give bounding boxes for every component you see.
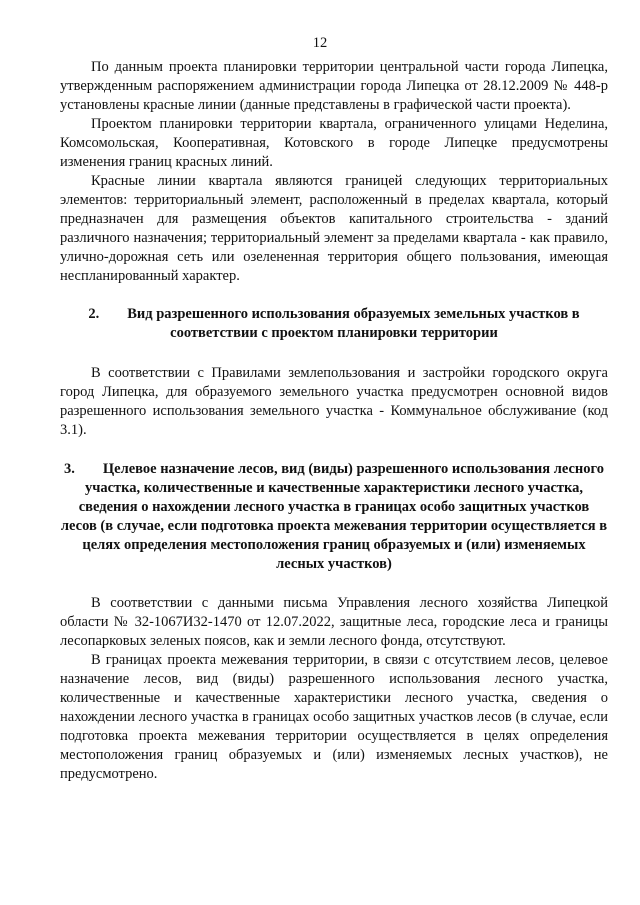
- section3-paragraph-2: В границах проекта межевания территории, в связи с отсутствием лесов, целевое назначение лесов, вид (виды) разрешенного использования лесного участка, количественные и качественные характеристики лесного участка, сведения о нахождении лесного участка в границах особо защитных участков лесов (в случае, если подготовка проекта межевания территории осуществляется в целях определения местоположения границ образуемых и (или) изменяемых лесных участков), не предусмотрено.: [60, 652, 608, 782]
- section3-paragraph-1: В соответствии с данными письма Управления лесного хозяйства Липецкой области № 32-1067И32-1470 от 12.07.2022, защитные леса, городские леса и границы лесопарковых зеленых поясов, как и земли лесного фонда, отсутствуют.: [60, 595, 608, 649]
- section3-title: Целевое назначение лесов, вид (виды) разрешенного использования лесного участка, количественные и качественные характеристики лесного участка, сведения о нахождении лесного участка в границах особо защитных участков лесов (в случае, если подготовка проекта межевания территории осуществляется в целях определения местоположения границ образуемых и (или) изменяемых лесных участков): [60, 461, 608, 572]
- section2-heading: [60, 305, 608, 343]
- page-number: 12: [312, 35, 328, 51]
- section2-paragraph-1: В соответствии с Правилами землепользования и застройки городского округа город Липецка, для образуемого земельного участка предусмотрен основной видов разрешенного использования земельного участка - Коммунальное обслуживание (код 3.1).: [60, 365, 608, 438]
- page-content: [60, 58, 608, 784]
- section3-heading: [60, 460, 608, 574]
- section2-number: 2.: [88, 306, 100, 322]
- section1-paragraph-2: Проектом планировки территории квартала, ограниченного улицами Неделина, Комсомольская, Кооперативная, Котовского в городе Липецке предусмотрены изменения границ красных линий.: [60, 116, 608, 170]
- section2-title: Вид разрешенного использования образуемых земельных участков в соответствии с проектом планировки территории: [127, 306, 580, 341]
- section1-paragraph-3: Красные линии квартала являются границей следующих территориальных элементов: территориальный элемент, расположенный в пределах квартала, который предназначен для размещения объектов капитального строительства - зданий различного назначения; территориальный элемент за пределами квартала - как правило, улично-дорожная сеть или озелененная территория общего пользования, имеющая неспланированный характер.: [60, 173, 608, 284]
- section3-number: 3.: [64, 461, 75, 477]
- section1-paragraph-1: По данным проекта планировки территории центральной части города Липецка, утвержденным распоряжением администрации города Липецка от 28.12.2009 № 448-р установлены красные линии (данные представлены в графической части проекта).: [60, 59, 608, 113]
